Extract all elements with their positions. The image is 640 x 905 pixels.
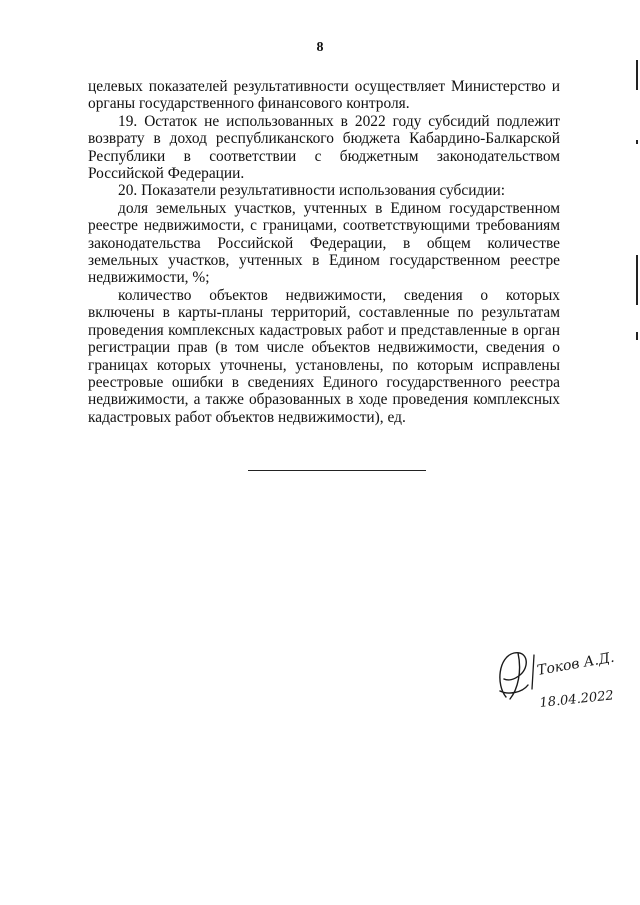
paragraph-20: 20. Показатели результативности использования субсидии:	[118, 182, 506, 200]
signature-block	[488, 645, 634, 717]
page-number: 8	[316, 40, 324, 55]
paragraph-19: 19. Остаток не использованных в 2022 году субсидий подлежит возврату в доход республиканского бюджета Кабардино-Балкарской Республики в соответствии с бюджетным законодательством Российской Федерации.	[88, 112, 560, 183]
end-of-text-divider	[248, 470, 426, 471]
body-text	[88, 78, 560, 426]
scan-edge-mark	[636, 60, 638, 90]
indicator-real-estate-count: количество объектов недвижимости, сведения о которых включены в карты-планы территорий, составленные по результатам проведения комплексных кадастровых работ и представленные в орган регистрации прав (в том числе объектов недвижимости, сведения о границах которых уточнены, установлены, по которым исправлены реестровые ошибки в сведениях Единого государственного реестра недвижимости, а также образованных в ходе проведения комплексных кадастровых работ объектов недвижимости), ед.	[88, 286, 560, 426]
scan-edge-mark	[636, 332, 638, 340]
handwritten-signature	[488, 645, 634, 717]
signature-name: Токов А.Д.	[535, 649, 616, 679]
indicator-land-share: доля земельных участков, учтенных в Едином государственном реестре недвижимости, с границами, соответствующими требованиям законодательства Российской Федерации, в общем количестве земельных участков, учтенных в Едином государственном реестре недвижимости, %;	[88, 199, 560, 287]
scan-edge-mark	[636, 255, 638, 305]
signature-date: 18.04.2022	[538, 688, 615, 711]
paragraph-continuation: целевых показателей результативности осуществляет Министерство и органы государственного финансового контроля.	[88, 78, 560, 113]
scan-edge-mark	[636, 140, 638, 144]
